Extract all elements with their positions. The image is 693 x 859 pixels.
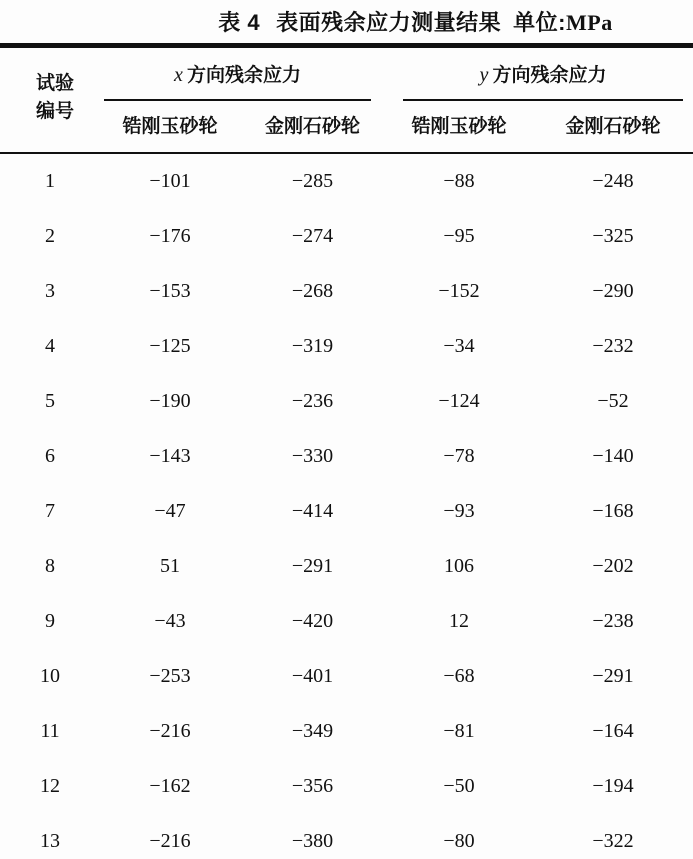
- cell-x-zirconia: −125: [149, 335, 191, 357]
- cell-y-diamond: −290: [592, 280, 634, 302]
- cell-test-no: 8: [45, 555, 55, 577]
- cell-x-diamond: −236: [291, 390, 334, 412]
- table-title: [0, 0, 693, 43]
- cell-x-zirconia: −162: [149, 775, 191, 797]
- table-row: [0, 539, 693, 594]
- table-unit: [513, 6, 613, 37]
- table-row: [0, 264, 693, 319]
- cell-x-diamond: −330: [291, 445, 334, 467]
- cell-x-zirconia: −216: [149, 830, 191, 852]
- table-row: [0, 649, 693, 704]
- table-row: [0, 814, 693, 859]
- column-header-y-zirconia-wheel: 锆刚玉砂轮: [385, 101, 533, 153]
- cell-test-no: 13: [40, 830, 60, 852]
- cell-test-no: 12: [40, 775, 60, 797]
- cell-y-diamond: −194: [592, 775, 634, 797]
- column-header-y-diamond-wheel: 金刚石砂轮: [533, 101, 693, 153]
- cell-test-no: 11: [40, 720, 60, 742]
- cell-x-diamond: −401: [291, 665, 334, 687]
- cell-x-diamond: −414: [291, 500, 334, 522]
- column-header-x-diamond-wheel: 金刚石砂轮: [240, 101, 385, 153]
- cell-x-diamond: −356: [291, 775, 334, 797]
- cell-y-zirconia: −152: [438, 280, 480, 302]
- cell-x-diamond: −291: [291, 555, 334, 577]
- table-row: [0, 374, 693, 429]
- cell-test-no: 9: [45, 610, 55, 632]
- table-body: [0, 153, 693, 859]
- cell-y-zirconia: −78: [443, 445, 475, 467]
- cell-x-diamond: −285: [291, 170, 334, 192]
- table-row: [0, 209, 693, 264]
- table-number-label: 表 4: [218, 10, 261, 35]
- x-group-label: 方向残余应力: [186, 65, 301, 86]
- cell-x-zirconia: −253: [149, 665, 191, 687]
- cell-x-zirconia: −47: [154, 500, 186, 522]
- cell-y-diamond: −238: [592, 610, 634, 632]
- cell-x-zirconia: −153: [149, 280, 191, 302]
- cell-x-zirconia: −190: [149, 390, 191, 412]
- column-header-x-zirconia-wheel: 锆刚玉砂轮: [100, 101, 240, 153]
- cell-y-zirconia: −124: [438, 390, 480, 412]
- cell-x-zirconia: −143: [149, 445, 191, 467]
- cell-y-diamond: −248: [592, 170, 634, 192]
- cell-x-diamond: −420: [291, 610, 334, 632]
- cell-y-zirconia: −34: [443, 335, 475, 357]
- cell-x-zirconia: −101: [149, 170, 191, 192]
- group-header-y-direction: [385, 46, 693, 102]
- cell-y-diamond: −164: [592, 720, 634, 742]
- unit-prefix: 单位:: [513, 10, 566, 35]
- table-row: [0, 759, 693, 814]
- cell-test-no: 2: [45, 225, 55, 247]
- cell-y-zirconia: 106: [444, 555, 474, 577]
- cell-y-diamond: −322: [592, 830, 634, 852]
- residual-stress-table: [0, 43, 693, 859]
- cell-x-diamond: −319: [291, 335, 334, 357]
- cell-y-zirconia: −93: [443, 500, 475, 522]
- cell-y-diamond: −325: [592, 225, 634, 247]
- cell-y-diamond: −232: [592, 335, 634, 357]
- subcolumn-header-row: [0, 101, 693, 153]
- cell-y-zirconia: −88: [443, 170, 475, 192]
- cell-test-no: 3: [45, 280, 55, 302]
- column-header-test-number: [0, 46, 100, 154]
- cell-y-zirconia: 12: [449, 610, 469, 632]
- cell-x-zirconia: −176: [149, 225, 191, 247]
- group-header-x-direction: [100, 46, 385, 102]
- test-number-line2: 编号: [35, 101, 74, 122]
- cell-test-no: 4: [45, 335, 55, 357]
- unit-value: MPa: [566, 10, 613, 35]
- group-header-row: [0, 46, 693, 102]
- cell-test-no: 5: [45, 390, 55, 412]
- cell-y-zirconia: −68: [443, 665, 475, 687]
- cell-x-diamond: −349: [291, 720, 334, 742]
- cell-y-diamond: −291: [592, 665, 634, 687]
- cell-y-diamond: −168: [592, 500, 634, 522]
- table-row: [0, 319, 693, 374]
- cell-test-no: 10: [40, 665, 60, 687]
- cell-x-zirconia: −43: [154, 610, 186, 632]
- cell-test-no: 1: [45, 170, 55, 192]
- cell-y-zirconia: −81: [443, 720, 475, 742]
- table-row: [0, 429, 693, 484]
- test-number-line1: 试验: [35, 73, 74, 95]
- cell-x-zirconia: 51: [160, 555, 180, 577]
- cell-y-diamond: −202: [592, 555, 634, 577]
- y-group-label: 方向残余应力: [492, 65, 607, 86]
- table-row: [0, 153, 693, 209]
- table-title-text: 表面残余应力测量结果: [276, 10, 502, 35]
- cell-y-zirconia: −50: [443, 775, 475, 797]
- x-variable: x: [174, 64, 183, 86]
- table-header: [0, 46, 693, 154]
- cell-y-diamond: −52: [597, 390, 629, 412]
- cell-x-diamond: −274: [291, 225, 334, 247]
- cell-test-no: 7: [45, 500, 55, 522]
- cell-y-diamond: −140: [592, 445, 634, 467]
- cell-test-no: 6: [45, 445, 55, 467]
- cell-y-zirconia: −80: [443, 830, 475, 852]
- table-row: [0, 704, 693, 759]
- table-row: [0, 594, 693, 649]
- cell-x-diamond: −380: [291, 830, 334, 852]
- cell-x-diamond: −268: [291, 280, 334, 302]
- cell-y-zirconia: −95: [443, 225, 475, 247]
- y-variable: y: [479, 64, 489, 86]
- table-row: [0, 484, 693, 539]
- cell-x-zirconia: −216: [149, 720, 191, 742]
